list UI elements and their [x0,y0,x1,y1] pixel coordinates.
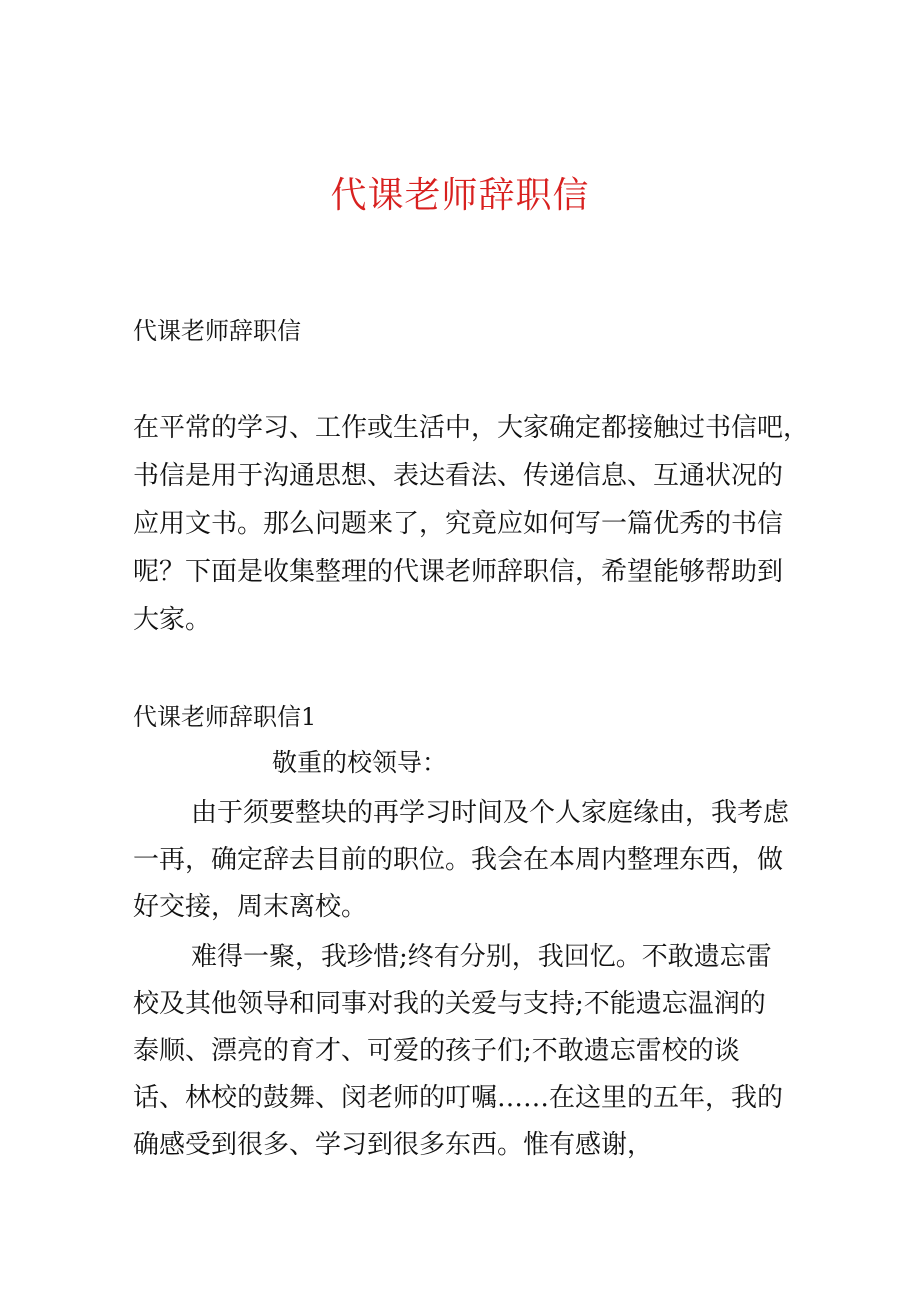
letter-paragraph-1 [133,790,813,931]
paragraph-line: 由于须要整块的再学习时间及个人家庭缘由，我考虑 [191,798,790,828]
letter-salutation: 敬重的校领导： [272,748,448,777]
intro-line: 书信是用于沟通思想、表达看法、传递信息、互通状况的 [133,461,784,491]
intro-line: 呢？下面是收集整理的代课老师辞职信，希望能够帮助到 [133,557,784,587]
intro-line: 在平常的学习、工作或生活中，大家确定都接触过书信吧， [133,413,810,443]
document-title: 代课老师辞职信 [330,175,590,217]
intro-paragraph [133,404,813,644]
intro-line: 应用文书。那么问题来了，究竟应如何写一篇优秀的书信 [133,509,784,539]
paragraph-line: 泰顺、漂亮的育才、可爱的孩子们;不敢遗忘雷校的谈 [133,1036,740,1066]
paragraph-line: 难得一聚，我珍惜;终有分别，我回忆。不敢遗忘雷 [191,942,772,972]
paragraph-line: 一再，确定辞去目前的职位。我会在本周内整理东西，做 [133,845,784,875]
paragraph-line: 校及其他领导和同事对我的关爱与支持;不能遗忘温润的 [133,989,766,1019]
document-subtitle: 代课老师辞职信 [133,317,301,345]
paragraph-line: 确感受到很多、学习到很多东西。惟有感谢， [133,1130,654,1160]
letter-paragraph-2 [133,934,813,1169]
paragraph-line: 好交接，周末离校。 [133,892,368,922]
intro-line: 大家。 [133,605,212,635]
section-heading: 代课老师辞职信1 [133,703,317,731]
paragraph-line: 话、林校的鼓舞、闵老师的叮嘱……在这里的五年，我的 [133,1083,784,1113]
